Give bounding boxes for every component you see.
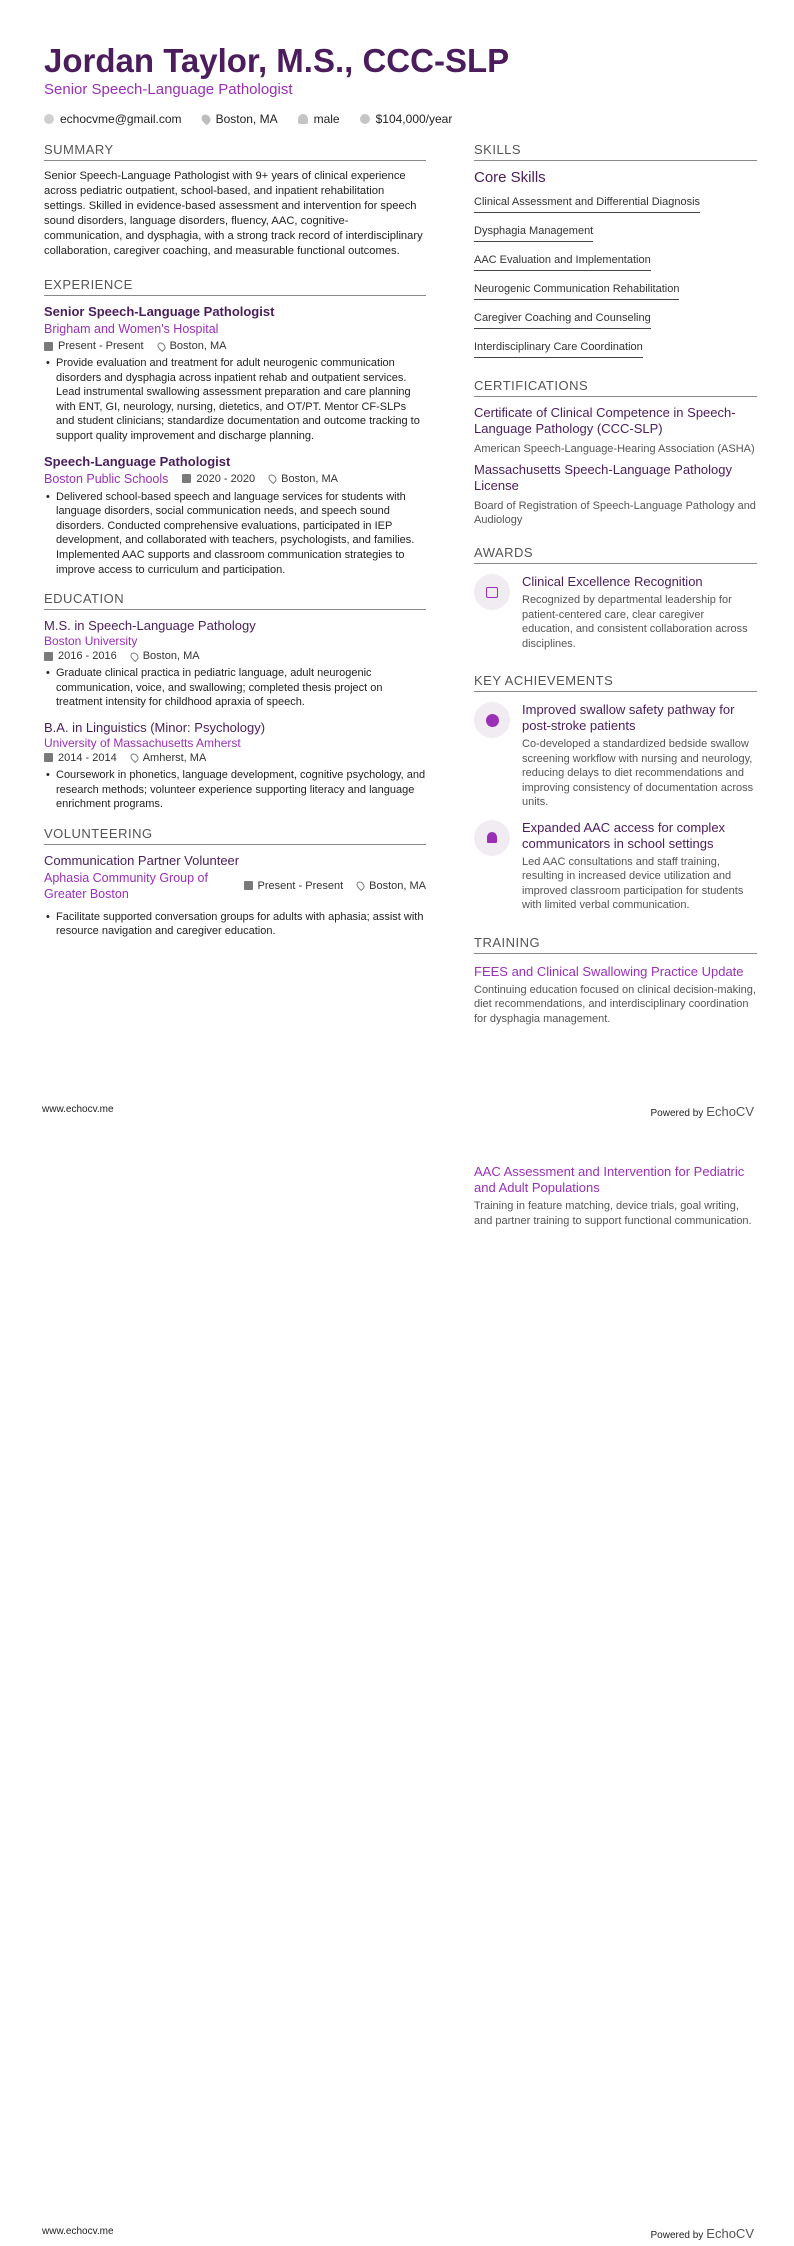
achievement-entry xyxy=(474,702,757,810)
calendar-icon xyxy=(244,881,253,890)
contact-email[interactable]: echocvme@gmail.com xyxy=(44,112,182,126)
contact-row xyxy=(44,112,764,126)
training-description: Training in feature matching, device trials, goal writing, and partner training to support functional communication. xyxy=(474,1200,752,1227)
achievement-description: Co-developed a standardized bedside swallow screening workflow with nursing and neurology, reducing delays to diet recommendations and improving consistency of documentation across units. xyxy=(522,738,754,808)
location-pin-icon xyxy=(129,752,140,763)
calendar-award-icon xyxy=(474,574,510,610)
bell-icon xyxy=(474,820,510,856)
candidate-title: Senior Speech-Language Pathologist xyxy=(44,81,293,98)
calendar-icon xyxy=(44,753,53,762)
certification-entry xyxy=(474,405,757,456)
skill-item: Interdisciplinary Care Coordination xyxy=(474,341,643,358)
calendar-icon xyxy=(182,474,191,483)
cert-org: American Speech-Language-Hearing Association (ASHA) xyxy=(474,443,755,455)
skill-item: Clinical Assessment and Differential Diagnosis xyxy=(474,196,700,213)
volunteering-heading: VOLUNTEERING xyxy=(44,826,426,845)
job-employer: Boston Public Schools xyxy=(44,471,169,486)
achievement-entry xyxy=(474,820,757,913)
location-pin-icon xyxy=(355,880,366,891)
job-title: Speech-Language Pathologist xyxy=(44,453,231,469)
training-title: AAC Assessment and Intervention for Pediatric and Adult Populations xyxy=(474,1164,745,1195)
chat-icon xyxy=(474,702,510,738)
email-icon xyxy=(44,114,54,124)
training-title: FEES and Clinical Swallowing Practice Update xyxy=(474,963,744,979)
contact-location: Boston, MA xyxy=(202,112,278,126)
volunteer-description: • Facilitate supported conversation groups for adults with aphasia; assist with resource navigation and caregiver education. xyxy=(44,910,426,939)
skill-item: Neurogenic Communication Rehabilitation xyxy=(474,283,679,300)
achievement-title: Expanded AAC access for complex communicators in school settings xyxy=(522,819,726,851)
footer-page-2 xyxy=(42,2226,754,2241)
footer-site-link[interactable]: www.echocv.me xyxy=(42,1104,114,1115)
volunteer-org: Aphasia Community Group of Greater Boston xyxy=(44,870,208,901)
cert-title: Massachusetts Speech-Language Pathology License xyxy=(474,462,733,493)
achievement-title: Improved swallow safety pathway for post-stroke patients xyxy=(522,702,735,733)
volunteer-entry xyxy=(44,853,426,939)
powered-by: Powered by EchoCV xyxy=(650,1104,754,1119)
contact-salary: $104,000/year xyxy=(360,112,453,126)
volunteer-row xyxy=(44,870,426,902)
skill-item: Dysphagia Management xyxy=(474,225,593,242)
page-2-right-column xyxy=(474,1164,757,1228)
skills-list xyxy=(474,192,757,366)
training-entry xyxy=(474,1164,757,1228)
job-entry xyxy=(44,304,426,444)
volunteer-title: Communication Partner Volunteer xyxy=(44,852,240,868)
achievement-description: Led AAC consultations and staff training, resulting in increased device utilization and improved classroom participation for students with limited verbal communication. xyxy=(522,855,744,911)
education-entry xyxy=(44,618,426,710)
education-entry xyxy=(44,720,426,812)
location-pin-icon xyxy=(129,650,140,661)
education-meta: 2014 - 2014 Amherst, MA xyxy=(44,752,426,764)
education-description: • Graduate clinical practica in pediatric language, adult neurogenic communication, voice, and swallowing; completed thesis project on treatment intensity for childhood apraxia of speech. xyxy=(44,666,426,710)
candidate-name: Jordan Taylor, M.S., CCC-SLP xyxy=(44,42,510,79)
achievements-heading: KEY ACHIEVEMENTS xyxy=(474,673,757,692)
core-skills-heading: Core Skills xyxy=(474,169,546,186)
calendar-icon xyxy=(44,652,53,661)
education-description: • Coursework in phonetics, language development, cognitive psychology, and research methods; volunteer experience supporting literacy and language enrichment programs. xyxy=(44,768,426,812)
award-title: Clinical Excellence Recognition xyxy=(522,574,703,589)
training-entry xyxy=(474,964,757,1027)
right-column xyxy=(474,142,757,1026)
job-meta: Present - Present Boston, MA xyxy=(44,340,426,352)
training-description: Continuing education focused on clinical decision-making, diet recommendations, and interdisciplinary coordination for dysphagia management. xyxy=(474,983,756,1025)
experience-heading: EXPERIENCE xyxy=(44,277,426,296)
certifications-heading: CERTIFICATIONS xyxy=(474,378,757,397)
degree: M.S. in Speech-Language Pathology xyxy=(44,618,256,634)
powered-by: Powered by EchoCV xyxy=(650,2226,754,2241)
location-pin-icon xyxy=(155,340,166,351)
job-entry xyxy=(44,454,426,578)
education-heading: EDUCATION xyxy=(44,591,426,610)
cert-org: Board of Registration of Speech-Language Pathology and Audiology xyxy=(474,500,756,526)
job-description: • Delivered school-based speech and language services for students with language disorders, social communication needs, and speech sound disorders. Conducted comprehensive evaluations, participated in IEP development, and collaborated with teachers, psychologists, and families. Implemented AAC supports and classroom communication strategies to improve access to curriculum and participation. xyxy=(44,490,426,578)
job-description: • Provide evaluation and treatment for adult neurogenic communication disorders and dysphagia across inpatient rehab and outpatient services. Lead instrumental swallowing assessment preparation and care planning with ENT, GI, neurology, nursing, dietetics, and OT/PT. Mentor CF-SLPs and student clinicians; standardize documentation and outcome tracking to support quality improvement and discharge planning. xyxy=(44,356,426,444)
location-pin-icon xyxy=(267,473,278,484)
school: University of Massachusetts Amherst xyxy=(44,735,241,750)
person-icon xyxy=(298,114,308,124)
degree: B.A. in Linguistics (Minor: Psychology) xyxy=(44,719,266,735)
footer-site-link[interactable]: www.echocv.me xyxy=(42,2226,114,2237)
certification-entry xyxy=(474,462,757,527)
location-pin-icon xyxy=(199,113,212,126)
coin-icon xyxy=(360,114,370,124)
volunteer-meta: Present - Present Boston, MA xyxy=(244,880,426,892)
education-meta: 2016 - 2016 Boston, MA xyxy=(44,650,426,662)
awards-heading: AWARDS xyxy=(474,545,757,564)
summary-text: Senior Speech-Language Pathologist with 9+ years of clinical experience across pediatric outpatient, school-based, and inpatient rehabilitation settings. Skilled in evidence-based assessment and intervention for speech sound disorders, language disorders, fluency, AAC, cognitive-communication, and dysphagia, with a strong track record of interdisciplinary collaboration, caregiver coaching, and measurable functional outcomes. xyxy=(44,170,423,257)
cert-title: Certificate of Clinical Competence in Speech-Language Pathology (CCC-SLP) xyxy=(474,405,736,436)
skill-item: Caregiver Coaching and Counseling xyxy=(474,312,651,329)
footer-page-1 xyxy=(42,1104,754,1119)
award-description: Recognized by departmental leadership for patient-centered care, clear caregiver education, and consistent collaboration across disciplines. xyxy=(522,594,748,650)
brand-logo[interactable]: EchoCV xyxy=(706,2226,754,2241)
training-heading: TRAINING xyxy=(474,935,757,954)
school: Boston University xyxy=(44,634,138,649)
left-column xyxy=(44,142,426,949)
skill-item: AAC Evaluation and Implementation xyxy=(474,254,651,271)
brand-logo[interactable]: EchoCV xyxy=(706,1104,754,1119)
job-employer: Brigham and Women's Hospital xyxy=(44,322,219,336)
contact-gender: male xyxy=(298,112,340,126)
calendar-icon xyxy=(44,342,53,351)
job-title: Senior Speech-Language Pathologist xyxy=(44,304,275,319)
skills-heading: SKILLS xyxy=(474,142,757,161)
resume-header xyxy=(44,42,764,126)
summary-heading: SUMMARY xyxy=(44,142,426,161)
award-entry xyxy=(474,574,757,651)
job-meta: Boston Public Schools 2020 - 2020 Boston, MA xyxy=(44,471,338,486)
